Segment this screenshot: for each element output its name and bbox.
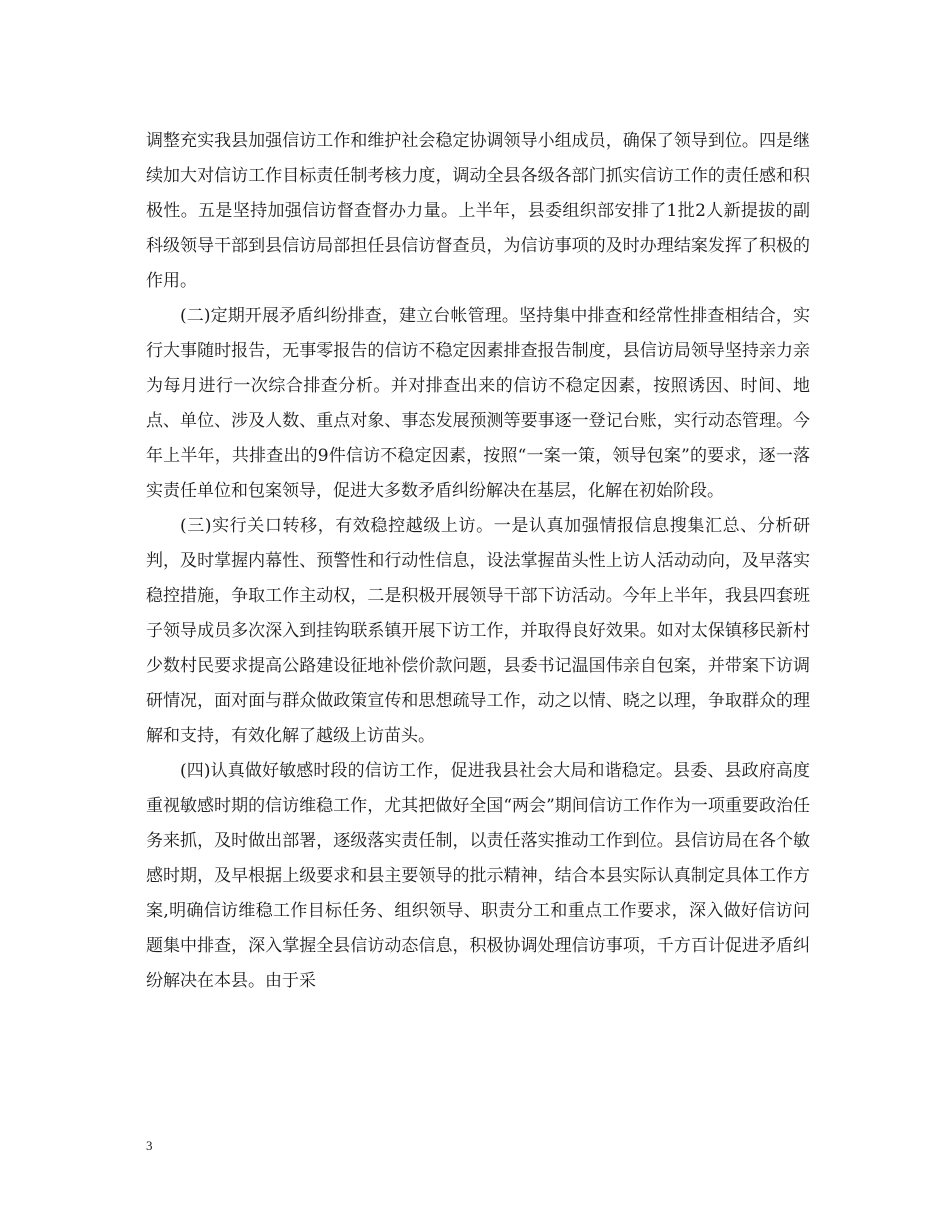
document-body [146, 124, 810, 999]
paragraph-2: (二)定期开展矛盾纠纷排查，建立台帐管理。坚持集中排查和经常性排查相结合，实行大事随时报告，无事零报告的信访不稳定因素排查报告制度，县信访局领导坚持亲力亲为每月进行一次综合排查分析。并对排查出来的信访不稳定因素，按照诱因、时间、地点、单位、涉及人数、重点对象、事态发展预测等要事逐一登记台账，实行动态管理。今年上半年，共排查出的9件信访不稳定因素，按照“一案一策，领导包案”的要求，逐一落实责任单位和包案领导，促进大多数矛盾纠纷解决在基层，化解在初始阶段。 [146, 306, 810, 501]
page-number: 3 [146, 1138, 153, 1153]
paragraph-1: 调整充实我县加强信访工作和维护社会稳定协调领导小组成员，确保了领导到位。四是继续加大对信访工作目标责任制考核力度，调动全县各级各部门抓实信访工作的责任感和积极性。五是坚持加强信访督查督办力量。上半年，县委组织部安排了1批2人新提拔的副科级领导干部到县信访局部担任县信访督查员，为信访事项的及时办理结案发挥了积极的作用。 [146, 131, 810, 291]
paragraph-3: (三)实行关口转移，有效稳控越级上访。一是认真加强情报信息搜集汇总、分析研判，及时掌握内幕性、预警性和行动性信息，设法掌握苗头性上访人活动动向，及早落实稳控措施，争取工作主动权，二是积极开展领导干部下访活动。今年上半年，我县四套班子领导成员多次深入到挂钩联系镇开展下访工作，并取得良好效果。如对太保镇移民新村少数村民要求提高公路建设征地补偿价款问题，县委书记温国伟亲自包案，并带案下访调研情况，面对面与群众做政策宣传和思想疏导工作，动之以情、晓之以理，争取群众的理解和支持，有效化解了越级上访苗头。 [146, 516, 810, 746]
paragraph-4: (四)认真做好敏感时段的信访工作，促进我县社会大局和谐稳定。县委、县政府高度重视敏感时期的信访维稳工作，尤其把做好全国“两会”期间信访工作作为一项重要政治任务来抓，及时做出部署，逐级落实责任制，以责任落实推动工作到位。县信访局在各个敏感时期，及早根据上级要求和县主要领导的批示精神，结合本县实际认真制定具体工作方案,明确信访维稳工作目标任务、组织领导、职责分工和重点工作要求，深入做好信访问题集中排查，深入掌握全县信访动态信息，积极协调处理信访事项，千方百计促进矛盾纠纷解决在本县。由于采 [146, 761, 810, 991]
